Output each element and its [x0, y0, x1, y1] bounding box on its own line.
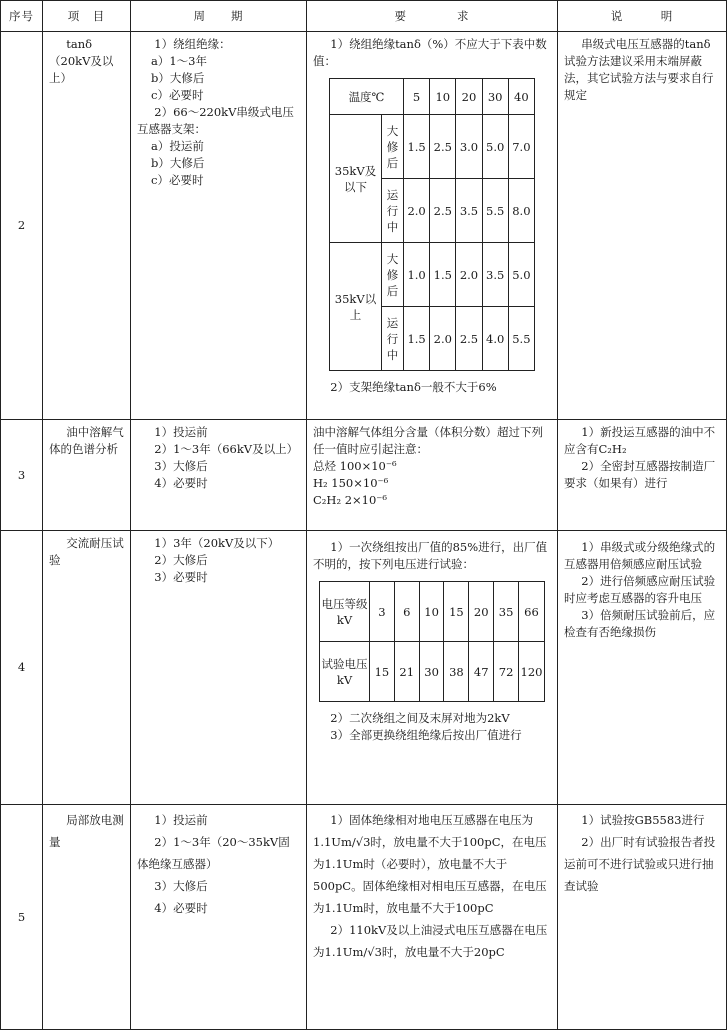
period-line: 2）1～3年（66kV及以上）	[154, 442, 299, 456]
voltage-class-value: 15	[444, 582, 469, 642]
voltage-class-value: 3	[370, 582, 395, 642]
row-seq: 5	[1, 805, 43, 1030]
table-row	[1, 805, 727, 1030]
tan-value: 5.5	[482, 179, 508, 243]
tan-delta-table	[329, 78, 535, 371]
tan-value: 3.5	[482, 243, 508, 307]
note-text: 2）全密封互感器按制造厂要求（如果有）进行	[564, 459, 716, 490]
row-requirement	[307, 531, 558, 805]
requirement-text: 2）110kV及以上油浸式电压互感器在电压为1.1Um/√3时，放电量不大于20pC	[313, 923, 548, 959]
requirement-text: 1）绕组绝缘tanδ（%）不应大于下表中数值：	[313, 37, 547, 68]
voltage-class-value: 6	[394, 582, 419, 642]
note-text: 1）试验按GB5583进行	[581, 813, 705, 827]
tan-value: 2.5	[430, 115, 456, 179]
note-text: 1）新投运互感器的油中不应含有C₂H₂	[564, 425, 716, 456]
item-text: 交流耐压试验	[49, 536, 124, 567]
tan-value: 3.5	[456, 179, 482, 243]
requirement-text: 3）全部更换绕组绝缘后按出厂值进行	[330, 728, 522, 742]
row-item	[43, 805, 131, 1030]
period-line: 2）66～220kV串级式电压互感器支架：	[137, 105, 294, 136]
period-line: 4）必要时	[154, 901, 208, 915]
period-line: 2）1～3年（20～35kV固体绝缘互感器）	[137, 835, 290, 871]
period-line: 3）必要时	[154, 570, 208, 584]
voltage-class-label: 电压等级kV	[320, 582, 370, 642]
tan-value: 5.0	[508, 243, 534, 307]
header-row	[1, 1, 727, 32]
row-item	[43, 32, 131, 420]
temp-value: 10	[430, 79, 456, 115]
test-voltage-label: 试验电压kV	[320, 642, 370, 702]
period-line: c）必要时	[151, 173, 204, 187]
period-line: 3）大修后	[154, 879, 208, 893]
period-line: 1）投运前	[154, 425, 208, 439]
state-label: 运行中	[382, 307, 404, 371]
requirement-text: 2）支架绝缘tanδ一般不大于6%	[330, 380, 497, 394]
tan-value: 2.0	[404, 179, 430, 243]
tan-value: 2.5	[430, 179, 456, 243]
row-item	[43, 420, 131, 531]
row-requirement	[307, 420, 558, 531]
row-seq: 4	[1, 531, 43, 805]
header-note: 说 明	[558, 1, 727, 32]
header-seq: 序号	[1, 1, 43, 32]
header-requirement: 要 求	[307, 1, 558, 32]
voltage-group-label: 35kV及以下	[330, 115, 382, 243]
requirement-text: 1）固体绝缘相对地电压互感器在电压为1.1Um/√3时，放电量不大于100pC，在电压为1.1Um时（必要时），放电量不大于500pC。固体绝缘相对相电压互感器，在电压为1.1Um时，放电量不大于100pC	[313, 813, 547, 915]
period-line: b）大修后	[151, 156, 205, 170]
note-text: 2）进行倍频感应耐压试验时应考虑互感器的容升电压	[564, 574, 716, 605]
requirement-text: 油中溶解气体组分含量（体积分数）超过下列任一值时应引起注意：	[313, 425, 543, 456]
test-voltage-table	[319, 581, 545, 702]
header-period: 周 期	[131, 1, 307, 32]
temp-value: 5	[404, 79, 430, 115]
period-line: 3）大修后	[154, 459, 208, 473]
header-item: 项 目	[43, 1, 131, 32]
voltage-class-value: 66	[519, 582, 545, 642]
period-line: 4）必要时	[154, 476, 208, 490]
table-row	[1, 531, 727, 805]
requirement-text: C₂H₂ 2×10⁻⁶	[313, 493, 387, 507]
item-text: 局部放电测量	[49, 813, 124, 849]
voltage-class-value: 35	[494, 582, 519, 642]
row-note	[558, 805, 727, 1030]
row-seq: 3	[1, 420, 43, 531]
tan-value: 2.0	[456, 243, 482, 307]
period-line: 2）大修后	[154, 553, 208, 567]
tan-value: 2.0	[430, 307, 456, 371]
tan-value: 1.0	[404, 243, 430, 307]
row-period	[131, 531, 307, 805]
requirement-text: 2）二次绕组之间及末屏对地为2kV	[330, 711, 510, 725]
period-line: a）1～3年	[151, 54, 207, 68]
note-text: 2）出厂时有试验报告者投运前可不进行试验或只进行抽查试验	[564, 835, 716, 893]
period-line: 1）绕组绝缘：	[154, 37, 231, 51]
test-voltage-value: 72	[494, 642, 519, 702]
row-item	[43, 531, 131, 805]
tan-value: 3.0	[456, 115, 482, 179]
requirement-text: 1）一次绕组按出厂值的85%进行，出厂值不明的，按下列电压进行试验：	[313, 540, 548, 571]
voltage-group-label: 35kV以上	[330, 243, 382, 371]
temp-label: 温度℃	[330, 79, 404, 115]
tan-value: 1.5	[404, 307, 430, 371]
test-voltage-value: 120	[519, 642, 545, 702]
period-line: b）大修后	[151, 71, 205, 85]
tan-value: 1.5	[430, 243, 456, 307]
row-note	[558, 420, 727, 531]
row-period	[131, 805, 307, 1030]
row-requirement	[307, 32, 558, 420]
row-period	[131, 32, 307, 420]
test-voltage-value: 21	[394, 642, 419, 702]
period-line: c）必要时	[151, 88, 204, 102]
state-label: 运行中	[382, 179, 404, 243]
note-text: 1）串级式或分级绝缘式的互感器用倍频感应耐压试验	[564, 540, 716, 571]
test-voltage-value: 30	[419, 642, 444, 702]
tan-value: 5.0	[482, 115, 508, 179]
tan-value: 5.5	[508, 307, 534, 371]
state-label: 大修后	[382, 115, 404, 179]
state-label: 大修后	[382, 243, 404, 307]
table-row	[1, 32, 727, 420]
tan-value: 8.0	[508, 179, 534, 243]
tan-value: 7.0	[508, 115, 534, 179]
tan-value: 2.5	[456, 307, 482, 371]
tan-value: 1.5	[404, 115, 430, 179]
period-line: 1）3年（20kV及以下）	[154, 536, 280, 550]
temp-value: 40	[508, 79, 534, 115]
period-line: a）投运前	[151, 139, 204, 153]
item-text: tanδ（20kV及以上）	[49, 37, 114, 85]
row-period	[131, 420, 307, 531]
row-note	[558, 32, 727, 420]
note-text: 串级式电压互感器的tanδ试验方法建议采用末端屏蔽法，其它试验方法与要求自行规定	[564, 37, 714, 102]
temp-value: 30	[482, 79, 508, 115]
voltage-class-value: 10	[419, 582, 444, 642]
row-requirement	[307, 805, 558, 1030]
row-note	[558, 531, 727, 805]
requirement-text: H₂ 150×10⁻⁶	[313, 476, 389, 490]
item-text: 油中溶解气体的色谱分析	[49, 425, 124, 456]
temp-value: 20	[456, 79, 482, 115]
note-text: 3）倍频耐压试验前后，应检查有否绝缘损伤	[564, 608, 716, 639]
requirement-text: 总烃 100×10⁻⁶	[313, 459, 397, 473]
voltage-class-value: 20	[469, 582, 494, 642]
tan-value: 4.0	[482, 307, 508, 371]
test-voltage-value: 38	[444, 642, 469, 702]
table-row	[1, 420, 727, 531]
period-line: 1）投运前	[154, 813, 208, 827]
test-voltage-value: 15	[370, 642, 395, 702]
test-voltage-value: 47	[469, 642, 494, 702]
row-seq: 2	[1, 32, 43, 420]
